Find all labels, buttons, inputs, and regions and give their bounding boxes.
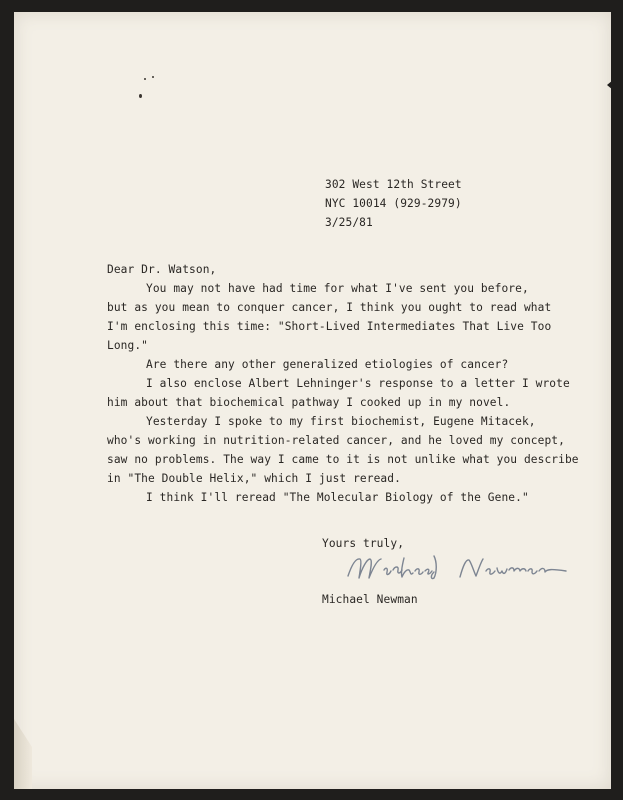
typed-name: Michael Newman: [322, 593, 418, 606]
body-line: Long.": [107, 339, 149, 352]
closing: Yours truly,: [322, 537, 405, 550]
body-line: saw no problems. The way I came to it is not unlike what you describe: [107, 453, 579, 466]
body-line: him about that biochemical pathway I cooked up in my novel.: [107, 396, 511, 409]
body-line: Are there any other generalized etiologies of cancer?: [146, 358, 509, 371]
page-edge-tear: [607, 80, 613, 90]
body-line: I think I'll reread "The Molecular Biology of the Gene.": [146, 491, 529, 504]
paper-speck: [139, 94, 142, 98]
paper-speck: [152, 76, 154, 78]
address-line-1: 302 West 12th Street: [325, 178, 462, 191]
body-line: You may not have had time for what I've sent you before,: [146, 282, 529, 295]
salutation: Dear Dr. Watson,: [107, 263, 217, 276]
body-line: I also enclose Albert Lehninger's response to a letter I wrote: [146, 377, 570, 390]
body-line: but as you mean to conquer cancer, I think you ought to read what: [107, 301, 552, 314]
body-line: who's working in nutrition-related cancer, and he loved my concept,: [107, 434, 565, 447]
letter-date: 3/25/81: [325, 216, 373, 229]
page-fold-shadow: [14, 719, 32, 789]
body-line: Yesterday I spoke to my first biochemist, Eugene Mitacek,: [146, 415, 536, 428]
body-line: I'm enclosing this time: "Short-Lived Intermediates That Live Too: [107, 320, 552, 333]
letter-page: [14, 12, 611, 789]
body-line: in "The Double Helix," which I just reread.: [107, 472, 401, 485]
address-line-2: NYC 10014 (929-2979): [325, 197, 462, 210]
paper-speck: [144, 78, 146, 80]
handwritten-signature: [342, 550, 570, 584]
